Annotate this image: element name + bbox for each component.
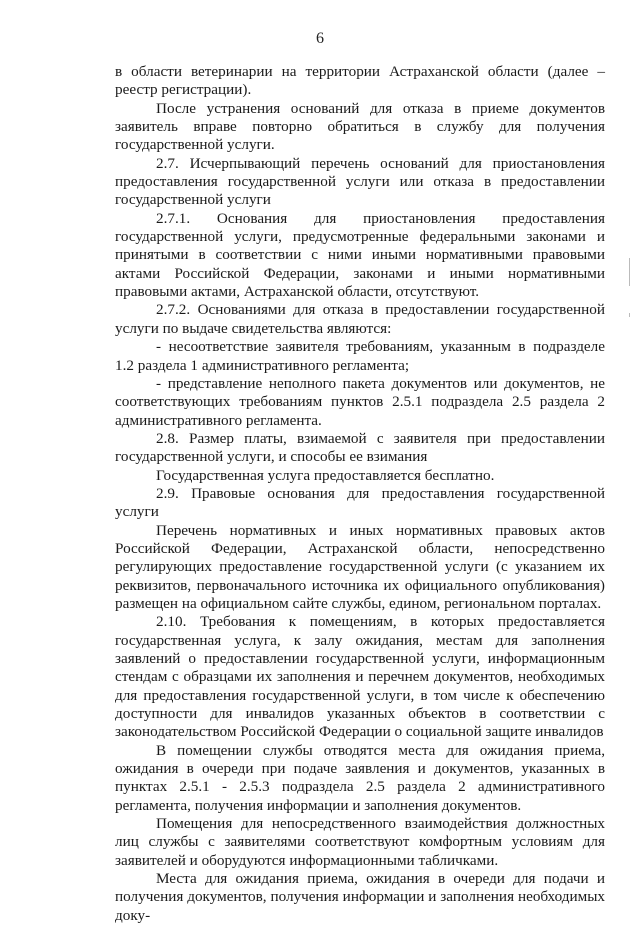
paragraph-waiting-places: В помещении службы отводятся места для ожидания приема, ожидания в очереди при подаче заявления и документов, указанных в пунктах 2.5.1 - 2.5.3 подраздела 2.5 раздела 2 административного регламента, получения информации и заполнения документов.: [115, 741, 605, 814]
paragraph-free-of-charge: Государственная услуга предоставляется бесплатно.: [156, 466, 495, 484]
paragraph-section-2-7-1: 2.7.1. Основания для приостановления предоставления государственной услуги, предусмотренные федеральными законами и принятыми в соответствии с ними иными нормативными правовыми актами Российской Федерации, законами и иными нормативными правовыми актами, Астраханской области, отсутствуют.: [115, 209, 605, 301]
paragraph-legal-acts-list: Перечень нормативных и иных нормативных правовых актов Российской Федерации, Астраханской области, непосредственно регулирующих предоставление государственной услуги (с указанием их реквизитов, первоначального источника их официального опубликования) размещен на официальном сайте службы, едином, региональном порталах.: [115, 521, 605, 612]
scan-margin-mark: [629, 258, 630, 286]
paragraph-section-2-7-2: 2.7.2. Основаниями для отказа в предоставлении государственной услуги по выдаче свидетельства являются:: [115, 301, 605, 337]
scan-margin-mark: [629, 313, 630, 317]
page-number: 6: [316, 30, 324, 47]
paragraph-registry-continuation: в области ветеринарии на территории Астраханской области (далее – реестр регистрации).: [115, 63, 605, 99]
paragraph-refusal-item-2: - представление неполного пакета документов или документов, не соответствующих требованиям пунктов 2.5.1 подраздела 2.5 раздела 2 административного регламента.: [115, 374, 605, 429]
paragraph-section-2-7-heading: 2.7. Исчерпывающий перечень оснований для приостановления предоставления государственной услуги или отказа в предоставлении государственной услуги: [115, 154, 605, 209]
document-body: [115, 63, 605, 925]
paragraph-section-2-9-heading: 2.9. Правовые основания для предоставления государственной услуги: [115, 484, 605, 521]
paragraph-interaction-rooms: Помещения для непосредственного взаимодействия должностных лиц службы с заявителями соответствуют комфортным условиям для заявителей и оборудуются информационными табличками.: [115, 815, 605, 869]
paragraph-resubmission: После устранения оснований для отказа в приеме документов заявитель вправе повторно обратиться в службу для получения государственной услуги.: [115, 99, 605, 154]
paragraph-section-2-10-heading: 2.10. Требования к помещениям, в которых предоставляется государственная услуга, к залу ожидания, местам для заполнения заявлений о предоставлении государственной услуги, информационным стендам с образцами их заполнения и перечнем документов, необходимых для предоставления государственной услуги, в том числе к обеспечению доступности для инвалидов указанных объектов в соответствии с законодательством Российской Федерации о социальной защите инвалидов: [115, 613, 605, 741]
paragraph-waiting-queue: Места для ожидания приема, ожидания в очереди для подачи и получения документов, получения информации и заполнения необходимых доку-: [115, 870, 605, 924]
paragraph-section-2-8-heading: 2.8. Размер платы, взимаемой с заявителя при предоставлении государственной услуги, и способы ее взимания: [115, 429, 605, 466]
paragraph-refusal-item-1: - несоответствие заявителя требованиям, указанным в подразделе 1.2 раздела 1 административного регламента;: [115, 338, 605, 374]
